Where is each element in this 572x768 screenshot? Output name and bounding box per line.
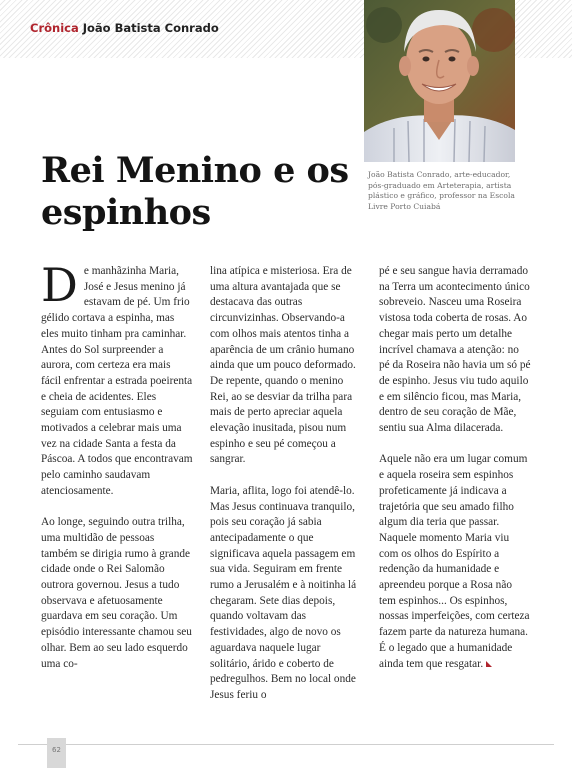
- article-column-3: [379, 264, 531, 704]
- paragraph: pé e seu sangue havia derramado na Terra um acontecimento único sobreveio. Nasceu uma Roseira vistosa toda coberta de rosas. Ao chegar mais perto um detalhe incrível chamava a atenção: no pé da Roseira não havia um só pé de espinho. Jesus viu tudo aquilo e em silêncio ficou, mas Maria, dentro de seu coração de Mãe, sentiu sua Alma dilacerada.: [379, 265, 531, 435]
- paragraph: Maria, aflita, logo foi atendê-lo. Mas Jesus continuava tranquilo, pois seu coração já sabia antecipadamente o que significava aquela passagem em sua vida. Seguiram em frente rumo a Jerusalém e à noitinha lá chegaram. Sete dias depois, quando voltavam das festividades, algo de novo os aguardava naquele lugar solitário, árido e coberto de pedregulhos. Bem no local onde Jesus feriu o: [210, 484, 357, 701]
- footer-rule: [18, 744, 554, 745]
- section-name: Crônica: [30, 21, 79, 35]
- drop-cap: D: [41, 258, 78, 312]
- article-title: Rei Menino e os espinhos: [41, 150, 349, 233]
- page-number: 62: [47, 738, 66, 768]
- photo-caption: João Batista Conrado, arte-educador, pós-graduado em Arteterapia, artista plástico e gráfico, professor na Escola Livre Porto Cuiabá: [368, 170, 515, 211]
- author-photo: [364, 0, 515, 162]
- article-column-1: [41, 258, 193, 704]
- paragraph: Ao longe, seguindo outra trilha, uma multidão de pessoas também se dirigia rumo à grande cidade onde o Rei Salomão outrora governou. Jesus a tudo observava e afetuosamente guardava em seu coração. Um episódio interessante chamou seu olhar. Bem ao seu lado esquerdo uma co-: [41, 516, 192, 670]
- paragraph: [41, 258, 193, 500]
- section-label: [30, 21, 219, 35]
- paragraph: lina atípica e misteriosa. Era de uma altura avantajada que se destacava das outras circunvizinhas. Observando-a com olhos mais atentos tinha a aparência de um crânio humano ainda que um pouco deformado. De repente, quando o menino Rei, ao se desviar da trilha para mais de perto apreciar aquela elevação inusitada, pisou num espinho e seu pé começou a sangrar.: [210, 265, 356, 466]
- paragraph-text: e manhãzinha Maria, José e Jesus menino já estavam de pé. Um frio gélido cortava a espinha, mas eles muito tinham pra caminhar. Antes do Sol surpreender a aurora, com certeza era mais fácil enfrentar a estrada poeirenta e cheia de acidentes. Eles seguiam com entusiasmo e motivados a celebrar mais uma vez na cidade Santa a festa da Páscoa. A todos que encontravam pelo caminho saudavam atenciosamente.: [41, 265, 193, 497]
- article-column-2: [210, 264, 362, 704]
- article-body: [41, 258, 531, 704]
- end-mark-icon: [486, 661, 492, 667]
- paragraph-text: Aquele não era um lugar comum e aquela roseira sem espinhos profeticamente já indicava a trajetória que seu amado filho algum dia teria que passar. Naquele momento Maria viu com os olhos do Espírito a redenção da humanidade e apreendeu porque a Rosa não tem espinhos... Os espinhos, nossas imperfeições, com certeza fazem parte da natureza humana. É o legado que a humanidade ainda tem que resgatar.: [379, 453, 530, 670]
- author-name: João Batista Conrado: [82, 21, 219, 35]
- paragraph: [379, 452, 531, 672]
